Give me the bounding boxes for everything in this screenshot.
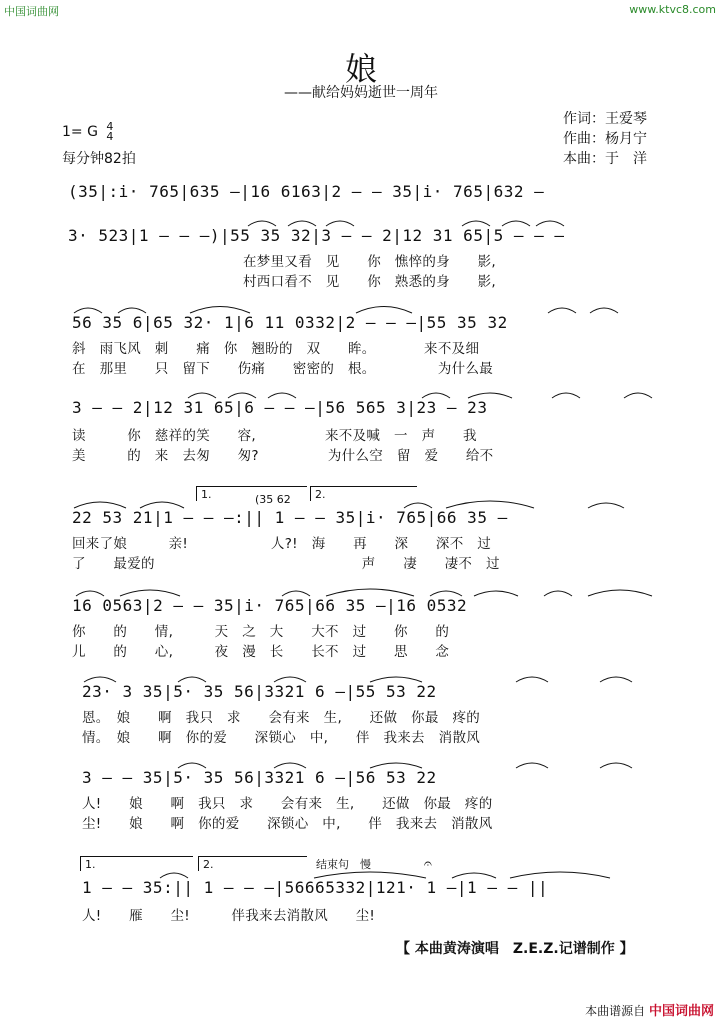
staff-line-3-notes: 56 35 6|65 32· 1|6 11 0332|2 — — —|55 35 32 — [72, 313, 508, 332]
staff-line-6-lyric-2: 儿 的 心, 夜 漫 长 长不 过 思 念 — [72, 644, 450, 660]
fermata-icon: 𝄐 — [424, 856, 432, 872]
staff-line-9-lyric-1: 人! 雁 尘! 伴我来去消散风 尘! — [82, 908, 376, 924]
ending-label-2: 2. — [315, 488, 326, 501]
song-title: 娘 — [344, 50, 377, 88]
staff-line-7-lyric-2: 情。 娘 啊 你的爱 深锁心 中, 伴 我来去 消散风 — [82, 730, 481, 746]
time-sig-bottom: 4 — [106, 130, 114, 143]
staff-line-8-notes: 3 — — 35|5· 35 56|3321 6 —|56 53 22 — [82, 768, 437, 787]
ending-label-1: 1. — [201, 488, 212, 501]
composer: 作曲：杨月宁 — [563, 131, 647, 147]
credit-line: 【 本曲黄涛演唱 Z.E.Z.记谱制作 】 — [396, 941, 634, 957]
staff-line-6-notes: 16 0563|2 — — 35|i· 765|66 35 —|16 0532 — [72, 596, 468, 615]
staff-line-5-lyric-1: 回来了娘 亲! 人?! 海 再 深 深不 过 — [72, 536, 492, 552]
staff-line-3-lyric-1: 斜 雨飞风 刺 痛 你 翘盼的 双 眸。 来不及细 — [72, 341, 480, 357]
staff-line-3-lyric-2: 在 那里 只 留下 伤痛 密密的 根。 为什么最 — [72, 361, 494, 377]
staff-line-5-notes: 22 53 21|1 — — —:|| 1 — — 35|i· 765|66 35 — — [72, 508, 508, 527]
tempo-direction: 结束句 慢 — [316, 858, 371, 871]
staff-line-6-lyric-1: 你 的 情, 天 之 大 大不 过 你 的 — [72, 624, 450, 640]
tempo-marking: 每分钟82拍 — [62, 151, 136, 167]
staff-line-4-lyric-2: 美 的 来 去匆 匆? 为什么空 留 爱 给不 — [72, 448, 494, 464]
staff-line-5-lyric-2: 了 最爱的 声 凄 凄不 过 — [72, 556, 500, 572]
time-sig-top: 4 — [106, 120, 114, 133]
ending-final-label-2: 2. — [203, 858, 214, 871]
staff-line-2-notes: 3· 523|1 — — —)|55 35 32|3 — — 2|12 31 65|5 — — — — [68, 226, 565, 245]
lyricist: 作词：王爱琴 — [563, 111, 647, 127]
staff-line-9-notes: 1 — — 35:|| 1 — — —|56665332|121· 1 —|1 — — || — [82, 878, 549, 897]
watermark-url: www.ktvc8.com — [629, 3, 716, 16]
staff-line-4-notes: 3 — — 2|12 31 65|6 — — —|56 565 3|23 — 23 — [72, 398, 488, 417]
key-label: 1= G — [62, 124, 98, 140]
staff-line-2-lyric-1: 在梦里又看 见 你 憔悴的身 影, — [243, 254, 496, 270]
footer-source — [585, 1000, 714, 1019]
pickup-notes-small: (35 62 — [255, 493, 291, 506]
staff-line-8-lyric-2: 尘! 娘 啊 你的爱 深锁心 中, 伴 我来去 消散风 — [82, 816, 493, 832]
staff-line-7-lyric-1: 恩。 娘 啊 我只 求 会有来 生, 还做 你最 疼的 — [82, 710, 481, 726]
song-subtitle: ——献给妈妈逝世一周年 — [284, 85, 438, 101]
footer-site-name[interactable]: 中国词曲网 — [648, 1004, 714, 1019]
staff-line-1-notes: (35|:i· 765|635 —|16 6163|2 — — 35|i· 765|632 — — [68, 182, 545, 201]
staff-line-8-lyric-1: 人! 娘 啊 我只 求 会有来 生, 还做 你最 疼的 — [82, 796, 493, 812]
staff-line-4-lyric-1: 读 你 慈祥的笑 容, 来不及喊 一 声 我 — [72, 428, 477, 444]
ending-final-label-1: 1. — [85, 858, 96, 871]
footer-prefix: 本曲谱源自 — [585, 1004, 646, 1018]
watermark-site-name: 中国词曲网 — [4, 5, 59, 18]
arranger: 本曲：于 洋 — [563, 151, 647, 167]
staff-line-7-notes: 23· 3 35|5· 35 56|3321 6 —|55 53 22 — [82, 682, 437, 701]
staff-line-2-lyric-2: 村西口看不 见 你 熟悉的身 影, — [243, 274, 496, 290]
